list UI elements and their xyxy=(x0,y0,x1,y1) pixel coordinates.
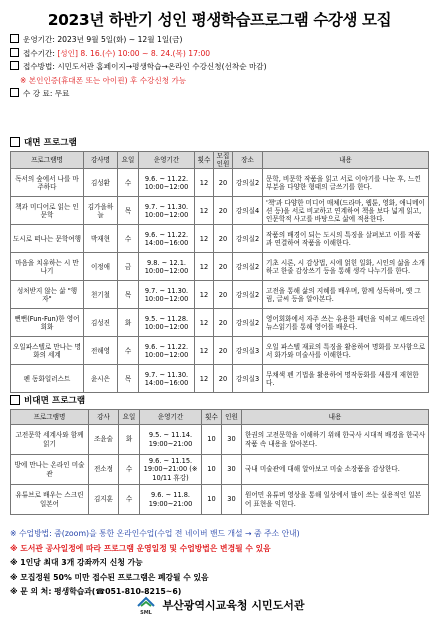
section-online-title: 비대면 프로그램 xyxy=(10,394,85,406)
table-header-cell: 장소 xyxy=(233,152,263,169)
table-cell: 천기철 xyxy=(84,281,118,309)
table-cell: 전해영 xyxy=(84,337,118,365)
table-cell: 수 xyxy=(119,485,140,515)
checkbox-icon xyxy=(10,34,19,43)
table-cell: 20 xyxy=(214,169,233,197)
table-header-cell: 프로그램명 xyxy=(11,410,89,425)
table-cell: 20 xyxy=(214,281,233,309)
table-header-cell: 내용 xyxy=(242,410,429,425)
table-cell: 고전을 통해 삶의 지혜를 배우며, 함께 성독하며, 옛 그림, 글씨 등을 알아본다. xyxy=(263,281,429,309)
table-cell: 10 xyxy=(202,485,222,515)
table-cell: 김성환 xyxy=(84,169,118,197)
table-cell: 책과 미디어로 읽는 인문학 xyxy=(11,197,84,225)
table-cell: 20 xyxy=(214,365,233,393)
table-cell: 강의실3 xyxy=(233,365,263,393)
table-row xyxy=(11,281,429,309)
table-header-cell: 내용 xyxy=(263,152,429,169)
offline-program-table xyxy=(10,151,429,393)
table-cell: 20 xyxy=(214,253,233,281)
table-cell: 한권의 고전문학을 이해하기 위해 한국사 시대적 배경을 한국사 작품 속 내용을 알아본다. xyxy=(242,425,429,455)
table-cell: 강의실2 xyxy=(233,309,263,337)
table-cell: 9.6. ~ 11.22. 10:00~12:00 xyxy=(139,337,195,365)
table-cell: '책'과 다양한 미디어 매체(드라마, 웹툰, 영화, 애니메이션 등)을 서로 비교하고 연계하여 책을 보다 넓게 읽고, 인문학적 사고를 바탕으로 삶에 적용한다. xyxy=(263,197,429,225)
table-cell: 20 xyxy=(214,225,233,253)
checkbox-icon xyxy=(10,88,19,97)
table-cell: 수 xyxy=(118,169,139,197)
table-cell: 12 xyxy=(195,197,214,225)
table-header-cell: 운영기간 xyxy=(140,410,202,425)
square-icon xyxy=(10,137,20,147)
table-row xyxy=(11,197,429,225)
section-offline-title: 대면 프로그램 xyxy=(10,136,77,148)
note-online-method: ※ 수업방법: 줌(zoom)을 통한 온라인수업(수업 전 네이버 밴드 개설 → 줌 주소 안내) xyxy=(10,529,300,538)
table-cell: 강의실2 xyxy=(233,169,263,197)
table-cell: 뻔뻔(Fun-Fun)한 영어회화 xyxy=(11,309,84,337)
table-cell: 작품의 배경이 되는 도시의 특징을 살펴보고 이를 작품과 연결하여 작품을 이해한다. xyxy=(263,225,429,253)
table-cell: 조윤술 xyxy=(89,425,119,455)
table-cell: 국내 미술관에 대해 알아보고 미술 소장품을 감상한다. xyxy=(242,455,429,485)
table-header-cell: 인원 xyxy=(222,410,242,425)
table-cell: 9.8. ~ 12.1. 10:00~12:00 xyxy=(139,253,195,281)
table-cell: 12 xyxy=(195,281,214,309)
table-cell: 9.7. ~ 11.30. 10:00~12:00 xyxy=(139,281,195,309)
table-cell: 강의실3 xyxy=(233,337,263,365)
table-header-cell: 요일 xyxy=(118,152,139,169)
table-header-cell: 요일 xyxy=(119,410,140,425)
table-cell: 30 xyxy=(222,455,242,485)
info-fee: 수 강 료: 무료 xyxy=(10,87,430,101)
table-cell: 고전문학 세계사와 함께 읽기 xyxy=(11,425,89,455)
table-cell: 강의실2 xyxy=(233,281,263,309)
table-cell: 독서의 숲에서 나를 마주하다 xyxy=(11,169,84,197)
table-cell: 유튜브로 배우는 스크린 일본어 xyxy=(11,485,89,515)
table-cell: 9.6. ~ 11.15. 19:00~21:00 (※ 10/11 휴강) xyxy=(140,455,202,485)
table-cell: 목 xyxy=(118,281,139,309)
table-header-cell: 프로그램명 xyxy=(11,152,84,169)
table-cell: 펜 동화일러스트 xyxy=(11,365,84,393)
table-cell: 12 xyxy=(195,337,214,365)
table-row xyxy=(11,365,429,393)
table-row xyxy=(11,309,429,337)
table-cell: 성처받지 않는 삶 "행자" xyxy=(11,281,84,309)
table-cell: 20 xyxy=(214,309,233,337)
online-program-table xyxy=(10,409,429,515)
table-cell: 10 xyxy=(202,455,222,485)
note-max-courses: ※ 1인당 최대 3개 강좌까지 신청 가능 xyxy=(10,558,143,568)
table-cell: 20 xyxy=(214,197,233,225)
svg-text:SML: SML xyxy=(139,610,152,616)
table-cell: 박재현 xyxy=(84,225,118,253)
table-cell: 12 xyxy=(195,309,214,337)
note-schedule-change: ※ 도서관 공사일정에 따라 프로그램 운영일정 및 수업방법은 변경될 수 있음 xyxy=(10,543,271,553)
table-cell: 문학, 비문학 작품을 읽고 서로 이야기를 나눈 후, 느낀 부분을 다양한 형태의 글쓰기를 한다. xyxy=(263,169,429,197)
note-contact: ※ 문 의 처: 평생학습과(☎051-810-8215~6) xyxy=(10,587,182,597)
application-dates: [성인] 8. 16.(수) 10:00 ~ 8. 24.(목) 17:00 xyxy=(57,48,211,58)
table-cell: 10 xyxy=(202,425,222,455)
table-cell: 김지훈 xyxy=(89,485,119,515)
table-row xyxy=(11,425,429,455)
table-cell: 9.6. ~ 11.8. 19:00~21:00 xyxy=(140,485,202,515)
table-row xyxy=(11,253,429,281)
table-cell: 9.7. ~ 11.30. 10:00~12:00 xyxy=(139,197,195,225)
notes-block xyxy=(10,527,430,600)
table-row xyxy=(11,225,429,253)
checkbox-icon xyxy=(10,48,19,57)
table-cell: 금 xyxy=(118,253,139,281)
table-header-cell: 강사명 xyxy=(84,152,118,169)
table-row xyxy=(11,485,429,515)
table-cell: 목 xyxy=(118,197,139,225)
info-application-period: 접수기간: [성인] 8. 16.(수) 10:00 ~ 8. 24.(목) 17:00 xyxy=(10,47,430,61)
checkbox-icon xyxy=(10,61,19,70)
info-auth-note: ※ 본인인증(휴대폰 또는 아이핀) 후 수강신청 가능 xyxy=(20,75,187,85)
info-method: 접수방법: 시민도서관 홈페이지→평생학습→온라인 수강신청(선착순 마감) xyxy=(10,60,430,74)
table-cell: 수 xyxy=(118,225,139,253)
info-block xyxy=(10,33,430,101)
table-header-cell: 횟수 xyxy=(202,410,222,425)
table-cell: 김가을하늘 xyxy=(84,197,118,225)
table-cell: 12 xyxy=(195,253,214,281)
table-cell: 강의실2 xyxy=(233,253,263,281)
table-cell: 원어민 유튜버 영상을 통해 일상에서 많이 쓰는 실용적인 일본어 표현을 익힌다. xyxy=(242,485,429,515)
library-logo-icon xyxy=(135,594,157,616)
table-cell: 무채색 펜 기법을 활용하여 명작동화를 새롭게 재현한다. xyxy=(263,365,429,393)
info-period: 운영기간: 2023년 9월 5일(화) ~ 12월 1일(금) xyxy=(10,33,430,47)
table-cell: 윤시은 xyxy=(84,365,118,393)
table-cell: 오일파스텔로 만나는 명화의 세계 xyxy=(11,337,84,365)
table-cell: 12 xyxy=(195,225,214,253)
table-cell: 9.5. ~ 11.28. 10:00~12:00 xyxy=(139,309,195,337)
note-cancellation: ※ 모집정원 50% 미만 접수된 프로그램은 폐강될 수 있음 xyxy=(10,572,209,582)
table-cell: 화 xyxy=(119,425,140,455)
page-title: 2023년 하반기 성인 평생학습프로그램 수강생 모집 xyxy=(47,11,392,29)
table-cell: 12 xyxy=(195,365,214,393)
table-cell: 수 xyxy=(118,337,139,365)
table-cell: 강의실4 xyxy=(233,197,263,225)
table-cell: 마음을 치유하는 시 만나기 xyxy=(11,253,84,281)
table-cell: 30 xyxy=(222,425,242,455)
table-cell: 수 xyxy=(119,455,140,485)
footer-org-name: 부산광역시교육청 시민도서관 xyxy=(162,599,305,612)
table-cell: 12 xyxy=(195,169,214,197)
square-icon xyxy=(10,395,20,405)
table-cell: 전소정 xyxy=(89,455,119,485)
table-cell: 목 xyxy=(118,365,139,393)
table-cell: 김성진 xyxy=(84,309,118,337)
table-cell: 이정애 xyxy=(84,253,118,281)
table-row xyxy=(11,169,429,197)
table-cell: 30 xyxy=(222,485,242,515)
table-cell: 20 xyxy=(214,337,233,365)
table-cell: 강의실2 xyxy=(233,225,263,253)
table-cell: 방에 만나는 온라인 미술관 xyxy=(11,455,89,485)
table-row xyxy=(11,455,429,485)
table-cell: 도시로 떠나는 문학여행 xyxy=(11,225,84,253)
table-cell: 기초 시론, 시 감상법, 시에 얽힌 일화, 시인의 삶을 소개하고 한줄 감상쓰기 등을 통해 생각 나누기를 한다. xyxy=(263,253,429,281)
table-header-cell: 운영기간 xyxy=(139,152,195,169)
table-cell: 9.7. ~ 11.30. 14:00~16:00 xyxy=(139,365,195,393)
table-cell: 오일 파스텔 재료의 특징을 활용하여 명화를 모사함으로서 화가와 미술사를 이해한다. xyxy=(263,337,429,365)
table-header-cell: 강사 xyxy=(89,410,119,425)
table-header-cell: 모집인원 xyxy=(214,152,233,169)
footer xyxy=(0,594,439,616)
table-cell: 9.6. ~ 11.22. 14:00~16:00 xyxy=(139,225,195,253)
table-header-cell: 횟수 xyxy=(195,152,214,169)
table-cell: 9.6. ~ 11.22. 10:00~12:00 xyxy=(139,169,195,197)
table-cell: 영어회화에서 자주 쓰는 유용한 패턴을 익히고 해드라인 뉴스읽기를 통해 영어를 배운다. xyxy=(263,309,429,337)
table-cell: 화 xyxy=(118,309,139,337)
table-cell: 9.5. ~ 11.14. 19:00~21:00 xyxy=(140,425,202,455)
table-row xyxy=(11,337,429,365)
